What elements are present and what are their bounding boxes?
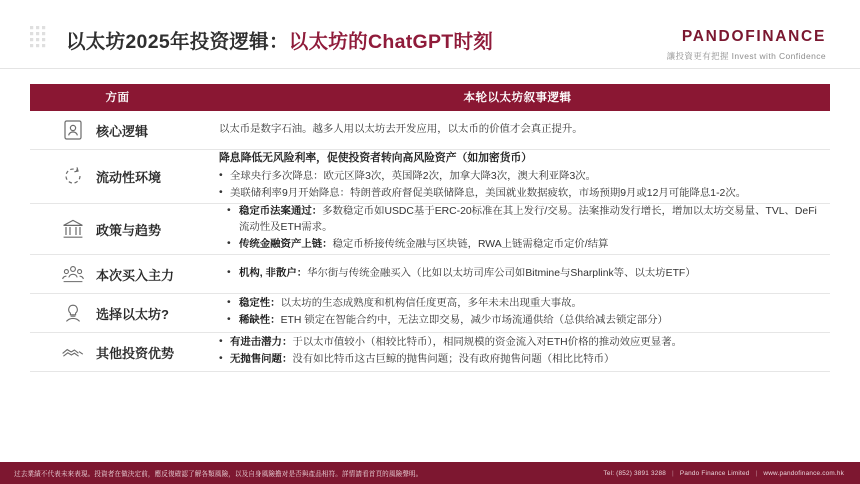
row-bullet-list xyxy=(219,204,818,253)
lightbulb-hand-icon xyxy=(60,301,86,325)
bullet-bold: 稳定性： xyxy=(239,298,281,310)
table-header-row xyxy=(30,84,830,111)
footer-divider-2: | xyxy=(755,469,758,477)
row-label: 政策与趋势 xyxy=(96,222,162,238)
brand-name: PANDOFINANCE xyxy=(681,28,826,45)
list-item xyxy=(219,204,818,236)
bullet-bold: 无抛售问题： xyxy=(230,354,293,366)
slide-header xyxy=(0,0,860,68)
bullet-text: 全球央行多次降息：欧元区降3次，英国降2次，加拿大降3次，澳大利亚降3次。 xyxy=(230,170,597,182)
bullet-bold: 稳定币法案通过： xyxy=(239,205,323,217)
brand-tagline: 讓投資更有把握 Invest with Confidence xyxy=(666,51,826,61)
column-header-narrative: 本轮以太坊叙事逻辑 xyxy=(205,84,830,111)
handshake-icon xyxy=(60,340,86,364)
table-row xyxy=(30,203,830,254)
row-label-cell xyxy=(30,294,205,333)
table-row xyxy=(30,111,830,150)
row-content-cell xyxy=(205,294,830,333)
bullet-text: 美联储利率9月开始降息：特朗普政府督促美联储降息，美国就业数据疲软，市场预期9月或12月可能降息1-2次。 xyxy=(230,187,747,199)
list-item xyxy=(219,335,818,351)
row-lead: 降息降低无风险利率，促使投资者转向高风险资产（如加密货币） xyxy=(219,152,533,164)
footer-company: Pando Finance Limited xyxy=(679,469,750,477)
list-item xyxy=(219,266,818,282)
slide-footer xyxy=(0,462,860,484)
row-content-cell xyxy=(205,150,830,204)
table-row xyxy=(30,255,830,294)
row-content-cell xyxy=(205,203,830,254)
row-bullet-list xyxy=(219,266,818,282)
row-content-cell xyxy=(205,255,830,294)
bullet-bold: 有进击潜力： xyxy=(230,337,293,349)
list-item xyxy=(219,313,818,329)
row-content-cell xyxy=(205,111,830,150)
row-label-cell xyxy=(30,203,205,254)
row-label: 选择以太坊? xyxy=(96,306,169,322)
bank-icon xyxy=(60,217,86,241)
bullet-text: 以太坊的生态成熟度和机构信任度更高，多年未未出现重大事故。 xyxy=(280,298,582,310)
row-label: 核心逻辑 xyxy=(96,123,149,139)
row-label-cell xyxy=(30,333,205,372)
list-item xyxy=(219,186,818,202)
person-badge-icon xyxy=(60,118,86,142)
column-header-aspect: 方面 xyxy=(30,84,205,111)
footer-website[interactable]: www.pandofinance.com.hk xyxy=(763,469,844,477)
bullet-bold: 传统金融资产上链： xyxy=(239,239,333,251)
row-label: 本次买入主力 xyxy=(96,267,175,283)
row-label-cell xyxy=(30,150,205,204)
bullet-text: 没有如比特币这古巨鲸的抛售问题；没有政府抛售问题（相比比特币） xyxy=(292,354,615,366)
footer-phone: Tel: (852) 3891 3288 xyxy=(603,469,667,477)
header-divider xyxy=(0,68,860,69)
table-row xyxy=(30,294,830,333)
list-item xyxy=(219,296,818,312)
row-paragraph: 以太币是数字石油。越多人用以太坊去开发应用，以太币的价值才会真正提升。 xyxy=(219,123,583,135)
table-row xyxy=(30,333,830,372)
list-item xyxy=(219,352,818,368)
grid-decoration-icon xyxy=(30,26,52,52)
refresh-cycle-icon xyxy=(60,164,86,188)
row-label-cell xyxy=(30,255,205,294)
row-bullet-list xyxy=(219,296,818,329)
group-people-icon xyxy=(60,262,86,286)
list-item xyxy=(219,169,818,185)
row-label: 流动性环境 xyxy=(96,169,162,185)
content-table xyxy=(30,84,830,372)
bullet-text: 于以太市值较小（相较比特币），相同规模的资金流入对ETH价格的推动效应更显著。 xyxy=(292,337,682,349)
row-bullet-list xyxy=(219,335,818,368)
bullet-bold: 稀缺性： xyxy=(239,315,281,327)
list-item xyxy=(219,237,818,253)
page-title xyxy=(66,26,493,54)
brand-logo xyxy=(667,28,826,62)
footer-contact xyxy=(603,470,860,477)
bullet-text: 华尔街与传统金融买入（比如以太坊司库公司如Bitmine与Sharplink等、以太坊ETF） xyxy=(307,267,696,279)
page-title-main: 以太坊2025年投资逻辑： xyxy=(66,31,289,53)
page-title-accent: 以太坊的ChatGPT时刻 xyxy=(288,31,494,53)
bullet-text: 稳定币桥接传统金融与区块链，RWA上链需稳定币定价/结算 xyxy=(332,239,609,251)
bullet-text: 多数稳定币如USDC基于ERC-20标准在其上发行/交易。法案推动发行增长，增加以太坊交易量、TVL、DeFi流动性及ETH需求。 xyxy=(239,205,817,234)
bullet-text: ETH 锁定在智能合约中，无法立即交易，减少市场流通供给（总供给减去锁定部分） xyxy=(280,315,668,327)
row-label-cell xyxy=(30,111,205,150)
footer-disclaimer: 过去業績不代表未來表現。投資者在做決定前，應反復確認了解各類風險，以及自身風險擔对是否與產品相符。詳情請看首頁的風險聲明。 xyxy=(14,471,423,478)
row-bullet-list xyxy=(219,169,818,202)
bullet-bold: 机构, 非散户： xyxy=(239,267,308,279)
row-label: 其他投资优势 xyxy=(96,345,175,361)
row-content-cell xyxy=(205,333,830,372)
footer-divider-1: | xyxy=(672,469,674,477)
table-row xyxy=(30,150,830,204)
